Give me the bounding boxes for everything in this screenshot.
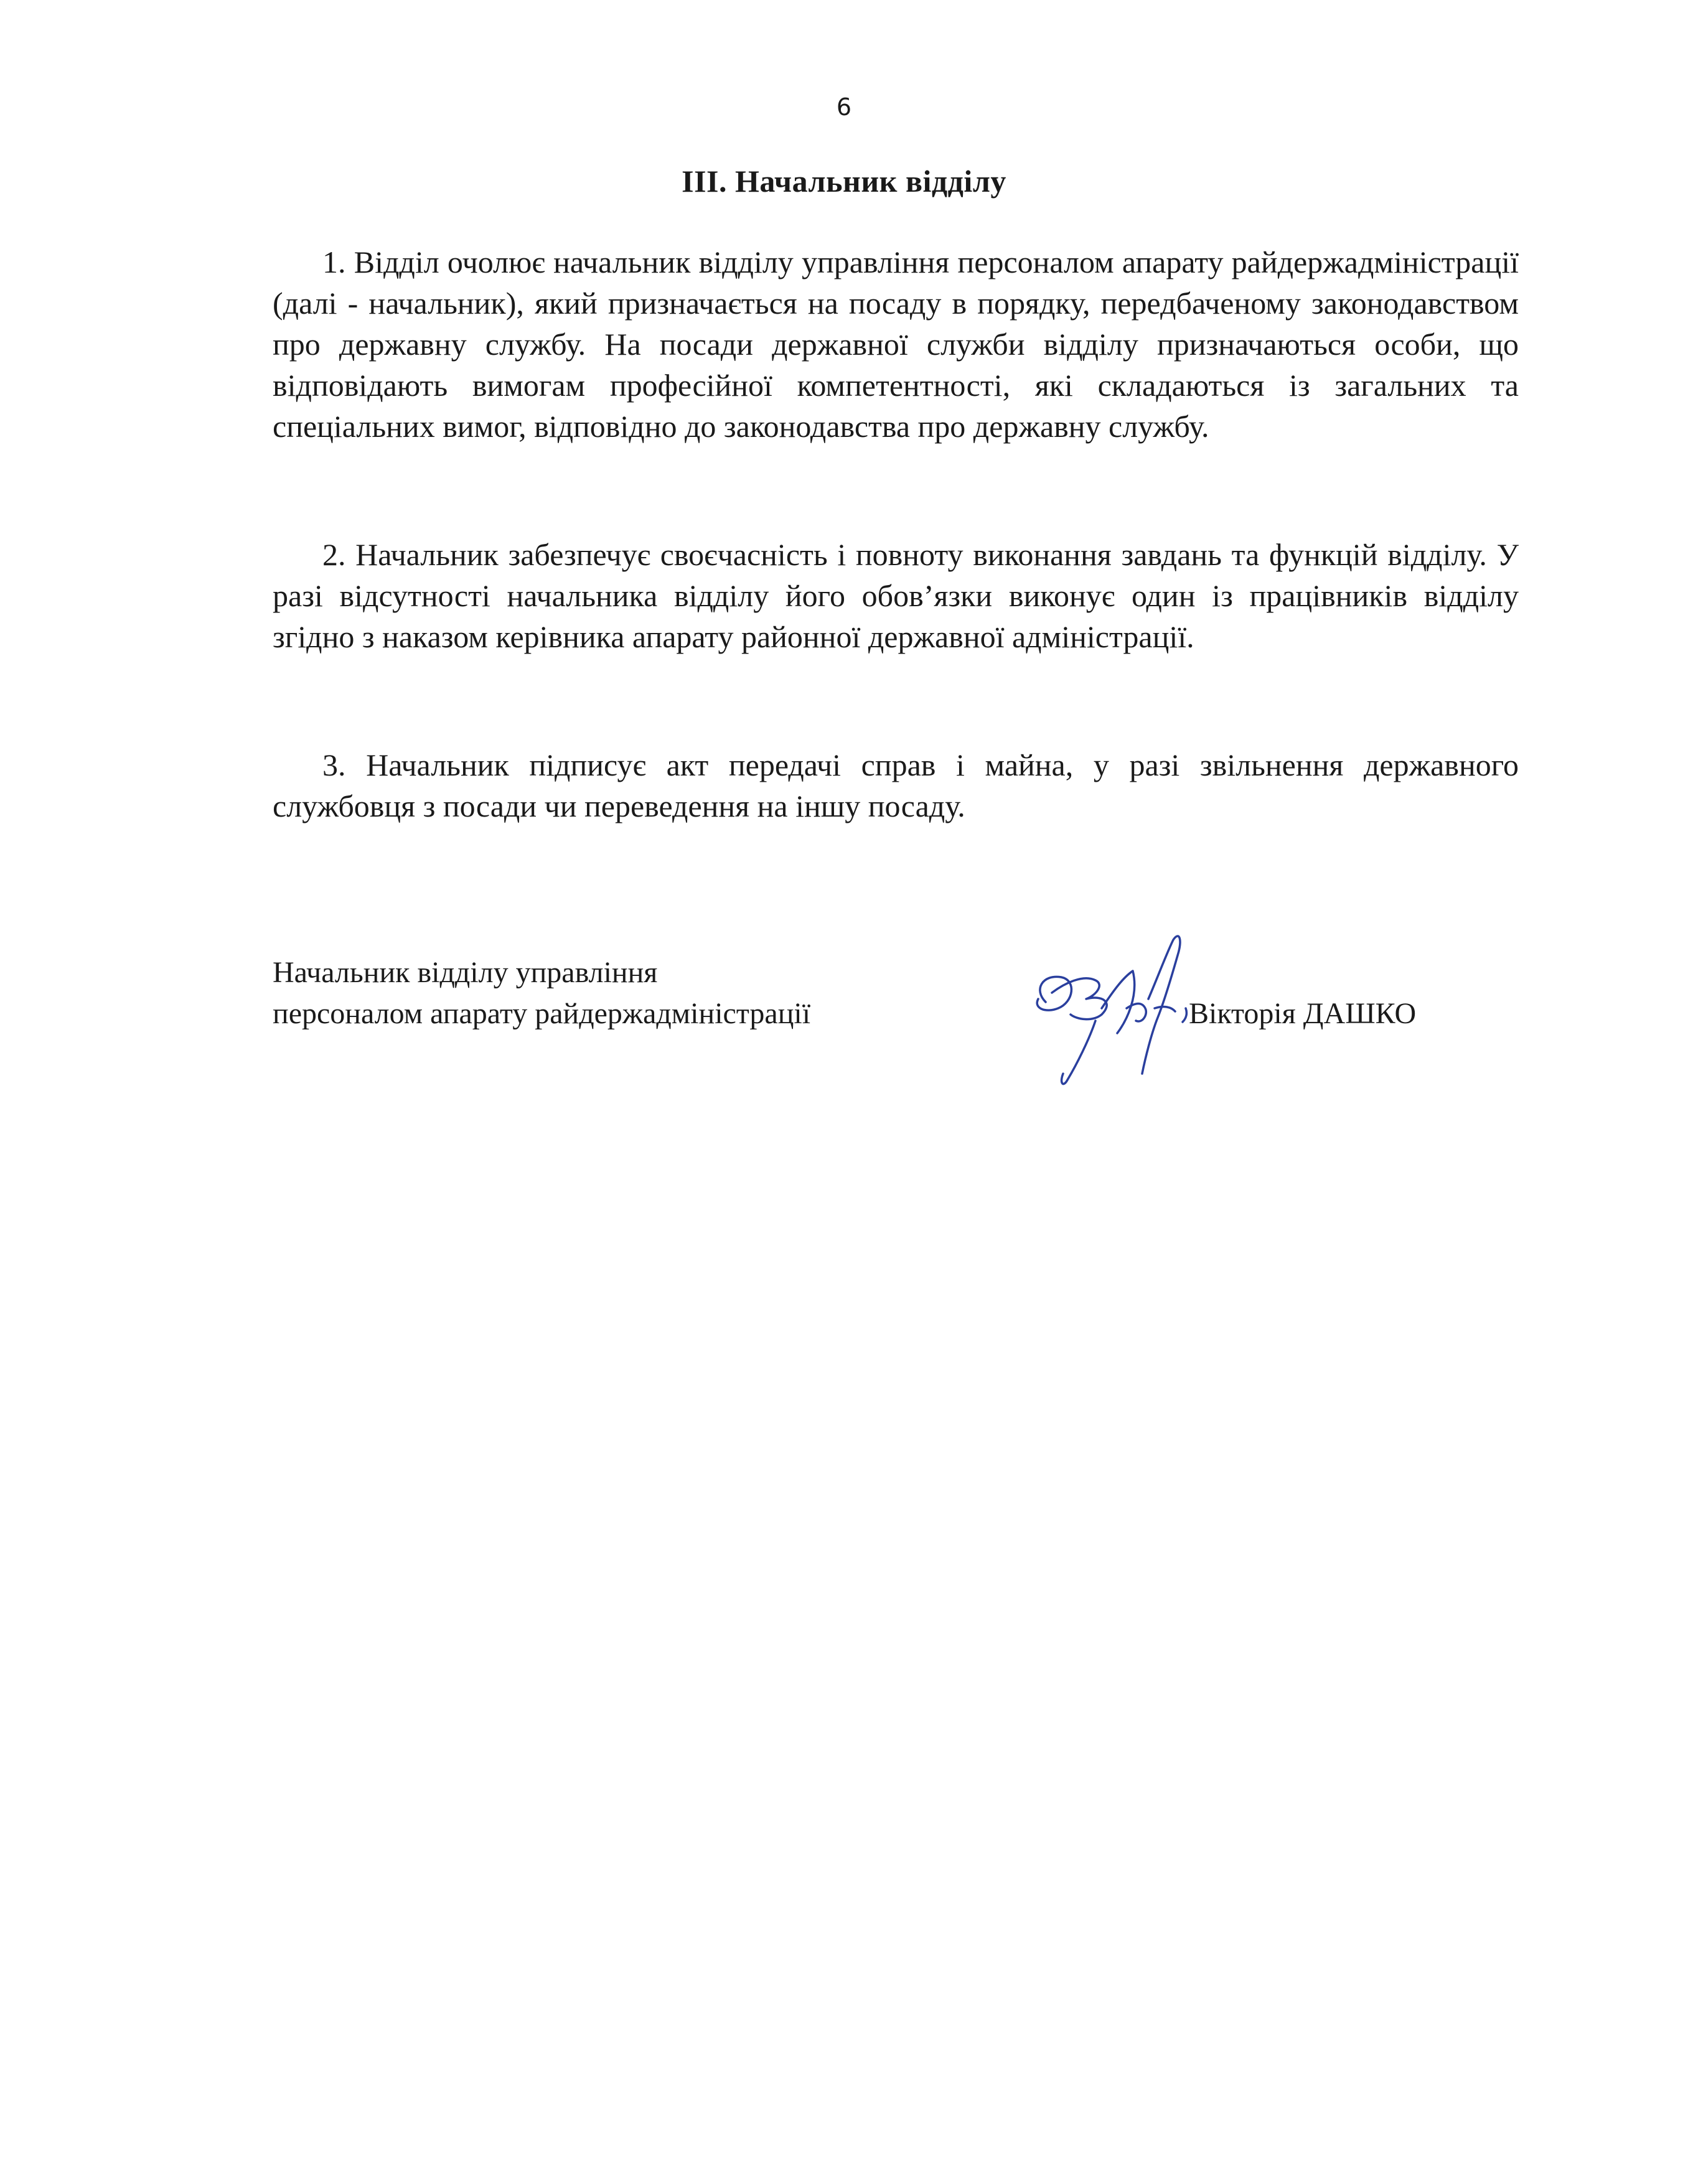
page-number: 6 — [836, 93, 852, 121]
signatory-name: Вікторія ДАШКО — [1189, 997, 1417, 1030]
signatory-position — [273, 952, 810, 1034]
paragraph-1-text: 1. Відділ очолює начальник відділу управління персоналом апарату райдержадміністрації (далі - начальник), який призначається на посаду в порядку, передбаченому законодавством про державну службу. На посади державної служби відділу призначаються особи, що відповідають вимогам професійної компетентності, які складаються із загальних та спеціальних вимог, відповідно до законодавства про державну службу. — [273, 245, 1519, 444]
paragraph-3 — [273, 744, 1519, 827]
handwritten-signature — [1008, 915, 1214, 1102]
signatory-position-line-2: персоналом апарату райдержадміністрації — [273, 997, 811, 1030]
paragraph-2 — [273, 534, 1519, 657]
paragraph-1 — [273, 241, 1519, 447]
paragraph-2-text: 2. Начальник забезпечує своєчасність і повноту виконання завдань та функцій відділу. У разі відсутності начальника відділу його обов’язки виконує один із працівників відділу згідно з наказом керівника апарату районної державної адміністрації. — [273, 537, 1519, 654]
signatory-position-line-1: Начальник відділу управління — [273, 956, 658, 989]
paragraph-3-text: 3. Начальник підписує акт передачі справ і майна, у разі звільнення державного службовця з посади чи переведення на іншу посаду. — [273, 748, 1519, 823]
section-title: ІІІ. Начальник відділу — [682, 164, 1006, 199]
